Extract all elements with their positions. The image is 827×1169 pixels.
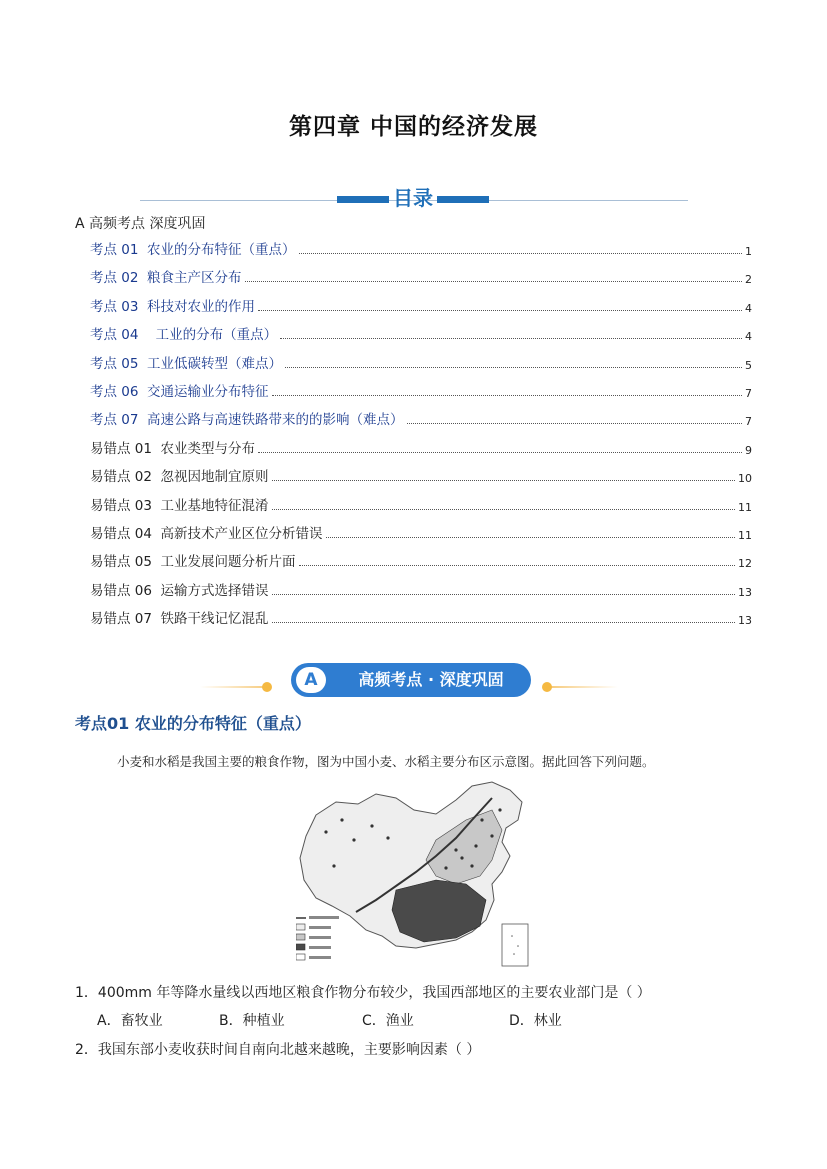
toc-entry[interactable]	[90, 240, 752, 258]
q1-option-d[interactable]: D．林业	[509, 1013, 562, 1029]
toc-entry[interactable]	[90, 439, 752, 457]
toc-leader-dots	[272, 622, 735, 623]
toc-entry-label: 考点 05 工业低碳转型（难点）	[90, 355, 283, 372]
toc-entry[interactable]	[90, 382, 752, 400]
q1-option-c[interactable]: C．渔业	[362, 1013, 414, 1029]
toc-entry-label: 考点 06 交通运输业分布特征	[90, 384, 269, 400]
toc-entry-page: 9	[745, 443, 752, 457]
toc-leader-dots	[245, 281, 742, 282]
toc-leader-dots	[280, 338, 742, 339]
question-2: 2．我国东部小麦收获时间自南向北越来越晚，主要影响因素（ ）	[75, 1042, 481, 1058]
toc-entry-page: 11	[738, 529, 752, 542]
section-banner-badge: A	[296, 667, 326, 693]
toc-accent-left	[337, 196, 389, 203]
toc-entry-page: 10	[738, 472, 752, 486]
toc-entry[interactable]	[90, 552, 752, 570]
toc-entry-label: 考点 02 粮食主产区分布	[90, 270, 242, 287]
toc-heading: 目录	[393, 186, 433, 210]
toc-entry-label: 考点 03 科技对农业的作用	[90, 298, 256, 315]
toc-entry-page: 4	[745, 330, 752, 344]
toc-leader-dots	[407, 423, 742, 424]
section-banner-text: 高频考点 · 深度巩固	[358, 670, 504, 689]
toc-entry-label: 易错点 07 铁路干线记忆混乱	[90, 611, 269, 628]
toc-entry-page: 13	[738, 614, 752, 628]
toc-entry-label: 考点 07 高速公路与高速铁路带来的的影响（难点）	[90, 412, 404, 429]
toc-entry-page: 11	[738, 500, 752, 514]
toc-entry-label: 考点 04 工业的分布（重点）	[90, 327, 278, 344]
toc-entry-page: 7	[745, 387, 752, 400]
toc-entry-page: 5	[745, 358, 752, 372]
toc-leader-dots	[326, 537, 735, 538]
banner-dot-right	[542, 682, 552, 692]
toc-leader-dots	[272, 509, 735, 510]
toc-leader-dots	[299, 565, 735, 566]
toc-section-label: A 高频考点 深度巩固	[75, 216, 206, 232]
banner-decoration-left	[200, 686, 270, 688]
toc-entry-page: 12	[738, 557, 752, 571]
toc-entry[interactable]	[90, 496, 752, 514]
toc-entry[interactable]	[90, 354, 752, 372]
toc-entry[interactable]	[90, 581, 752, 599]
toc-entry-page: 2	[745, 273, 752, 287]
toc-leader-dots	[272, 480, 735, 481]
toc-entry-label: 易错点 05 工业发展问题分析片面	[90, 554, 296, 571]
question-1: 1．400mm 年等降水量线以西地区粮食作物分布较少，我国西部地区的主要农业部门是（ ）	[75, 985, 651, 1001]
toc-entry[interactable]	[90, 297, 752, 315]
toc-entry[interactable]	[90, 467, 752, 485]
toc-entry-label: 易错点 04 高新技术产业区位分析错误	[90, 526, 323, 542]
toc-accent-right	[437, 196, 489, 203]
toc-entry[interactable]	[90, 325, 752, 343]
toc-entry-label: 易错点 06 运输方式选择错误	[90, 582, 269, 599]
toc-entry-page: 7	[745, 415, 752, 429]
toc-entry-label: 易错点 03 工业基地特征混淆	[90, 497, 269, 514]
china-crop-distribution-map	[296, 780, 530, 970]
section-title: 考点01 农业的分布特征（重点）	[75, 714, 311, 733]
toc-leader-dots	[258, 452, 742, 453]
toc-entry[interactable]	[90, 524, 752, 542]
banner-dot-left	[262, 682, 272, 692]
toc-entry-page: 1	[745, 245, 752, 258]
q1-option-b[interactable]: B．种植业	[219, 1013, 285, 1029]
toc-entry[interactable]	[90, 609, 752, 627]
toc-leader-dots	[285, 367, 742, 368]
q1-option-a[interactable]: A．畜牧业	[97, 1013, 163, 1029]
toc-entry-label: 易错点 01 农业类型与分布	[90, 440, 256, 457]
toc-entry-page: 13	[738, 585, 752, 599]
toc-leader-dots	[299, 253, 742, 254]
toc-leader-dots	[272, 594, 735, 595]
toc-entry-label: 易错点 02 忽视因地制宜原则	[90, 469, 269, 486]
toc-leader-dots	[272, 395, 742, 396]
toc-entry-label: 考点 01 农业的分布特征（重点）	[90, 242, 296, 258]
banner-decoration-right	[548, 686, 618, 688]
toc-entry[interactable]	[90, 410, 752, 428]
toc-entry-page: 4	[745, 301, 752, 315]
toc-entry[interactable]	[90, 268, 752, 286]
toc-leader-dots	[258, 310, 742, 311]
page-title: 第四章 中国的经济发展	[288, 114, 538, 140]
question-intro: 小麦和水稻是我国主要的粮食作物，图为中国小麦、水稻主要分布区示意图。据此回答下列问题。	[117, 754, 655, 769]
